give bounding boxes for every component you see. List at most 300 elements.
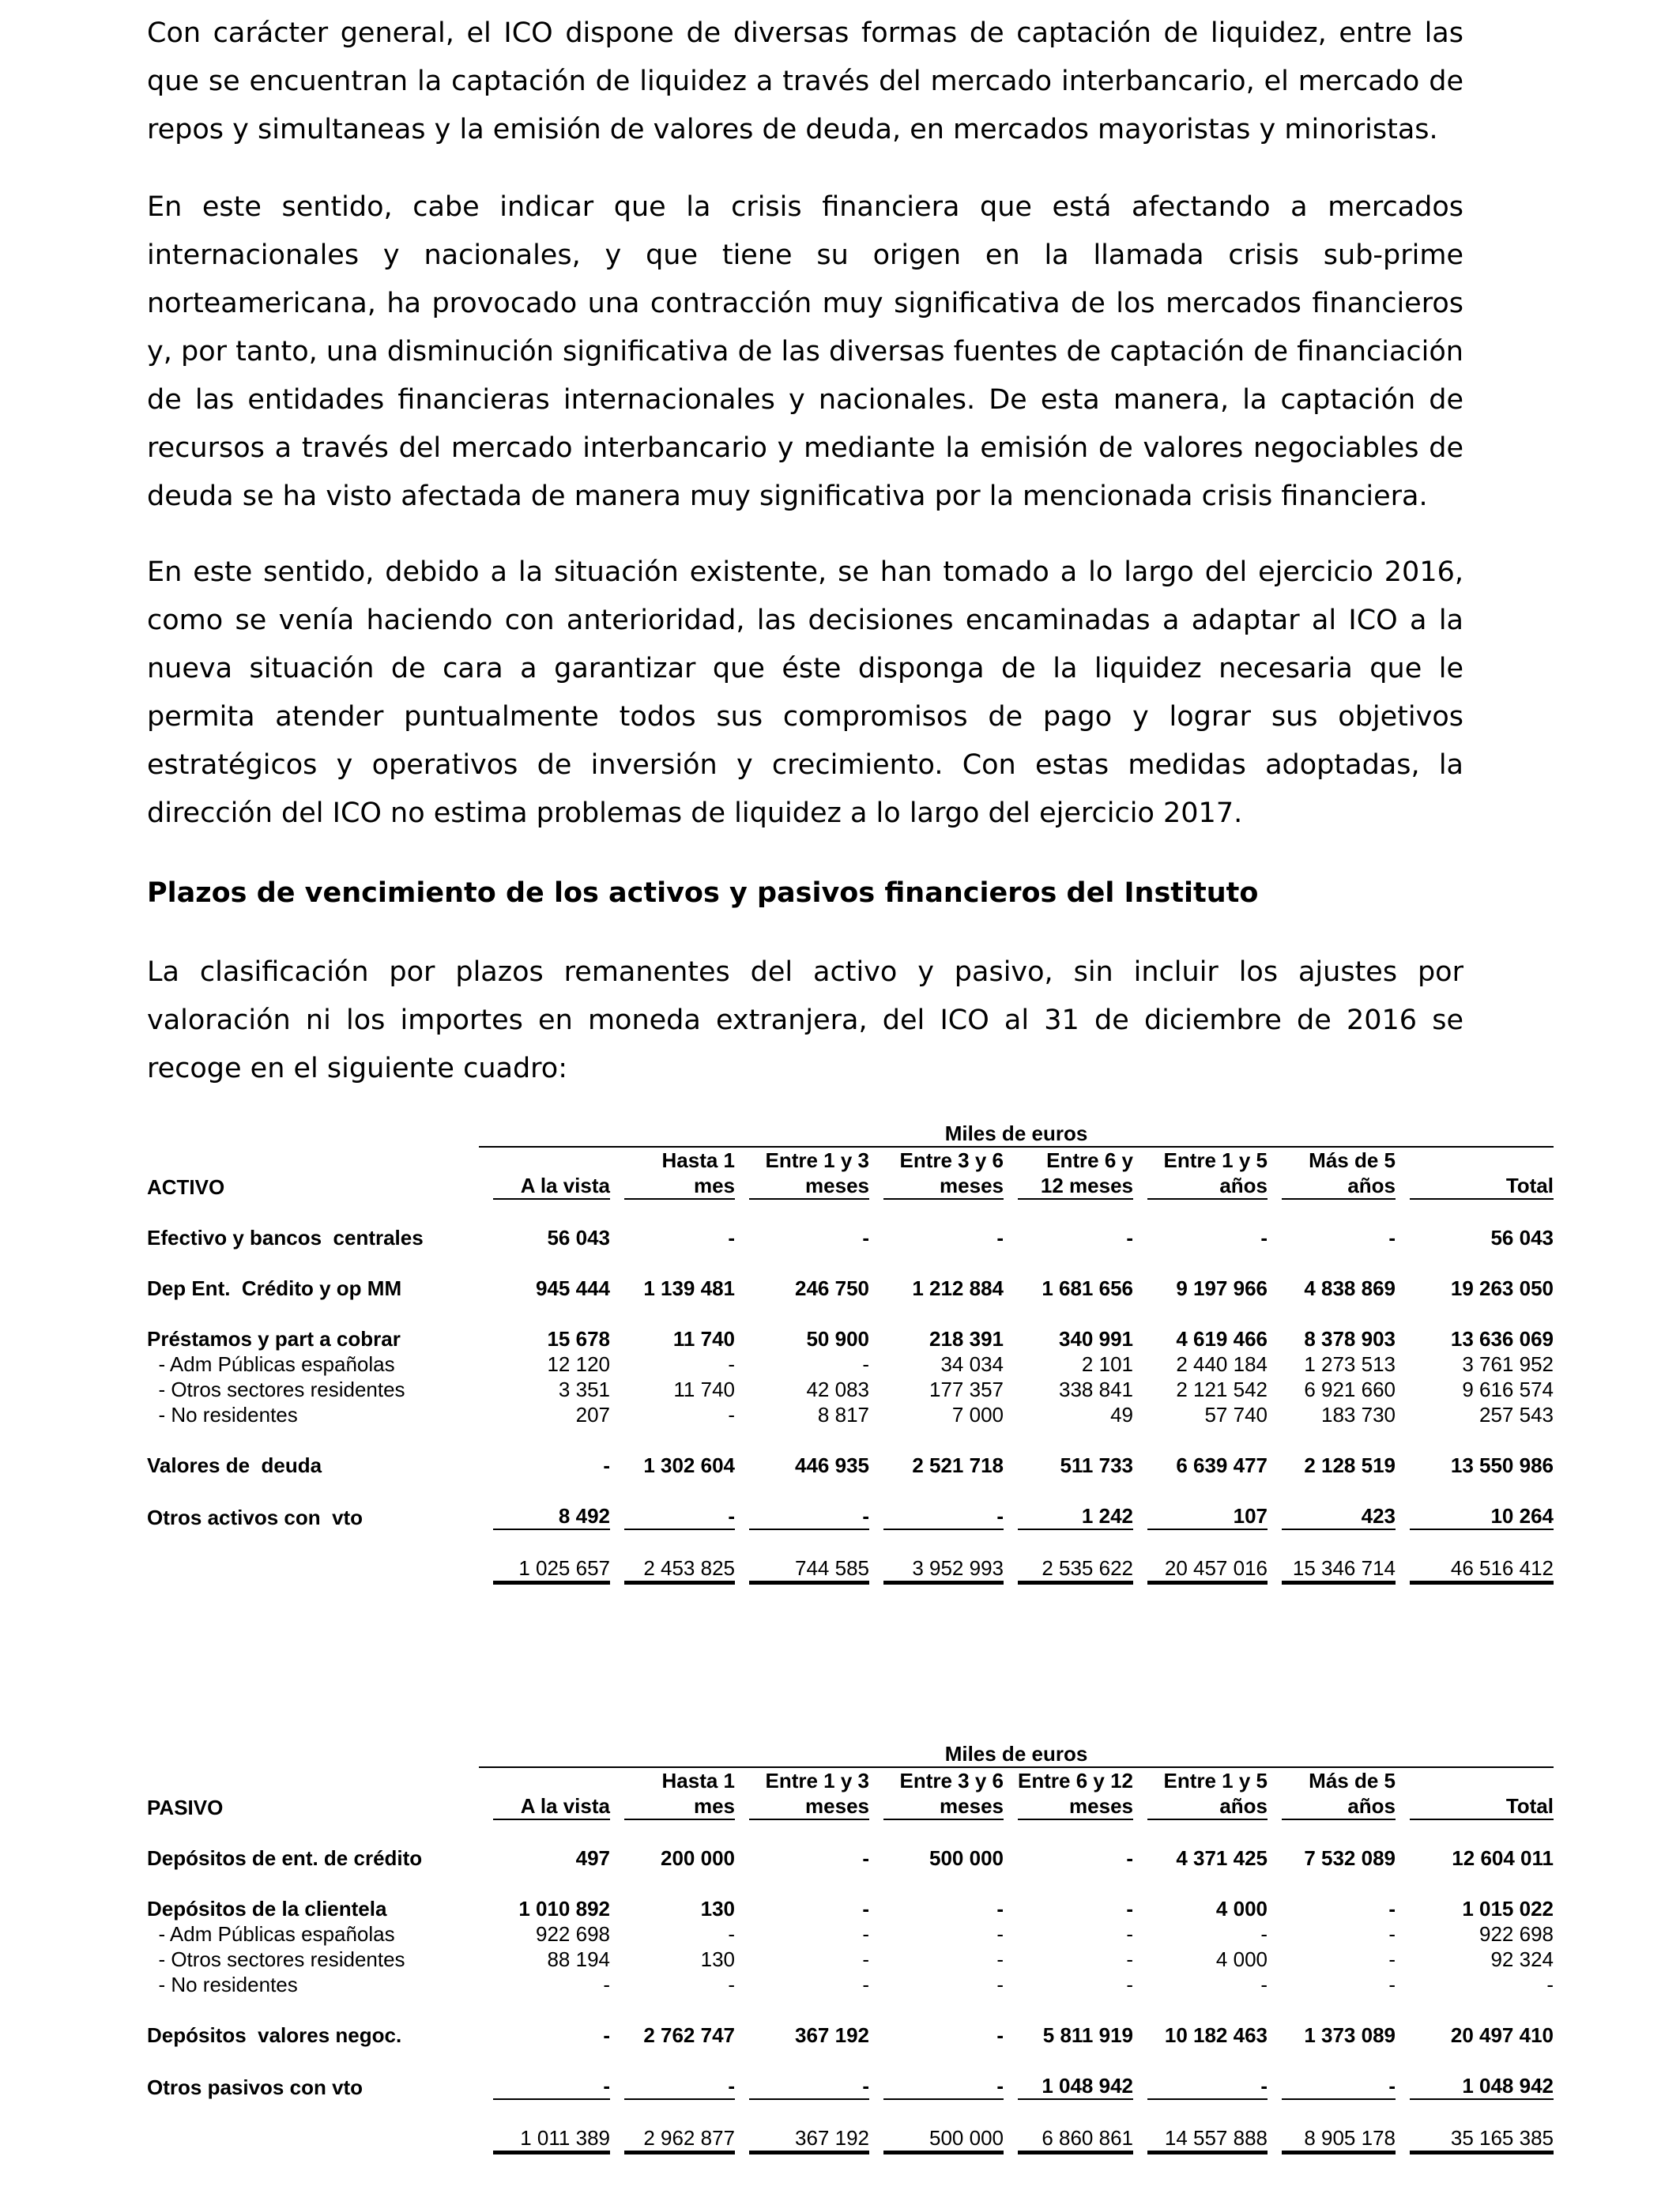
row-cell <box>479 1453 610 1478</box>
row-cell <box>610 1896 735 1921</box>
row-cell-value: - <box>862 1226 869 1250</box>
row-cell <box>1268 1276 1396 1301</box>
total-cell-value: 3 952 993 <box>883 1555 1004 1585</box>
column-header <box>869 1173 1004 1200</box>
row-cell <box>1133 1326 1268 1351</box>
header-blank <box>147 1767 479 1793</box>
row-cell-value: - <box>883 1503 1004 1530</box>
row-cell <box>1133 1845 1268 1871</box>
row-label: - Adm Públicas españolas <box>147 1922 395 1946</box>
row-cell-value: 42 083 <box>806 1378 869 1401</box>
row-cell <box>1004 1503 1133 1530</box>
row-cell <box>1396 2073 1554 2100</box>
total-cell-value: 8 905 178 <box>1282 2125 1396 2154</box>
row-cell <box>869 1921 1004 1947</box>
row-cell <box>735 1351 869 1377</box>
header-row-1 <box>147 1147 1554 1173</box>
paragraph-text: Con carácter general, el ICO dispone de diversas formas de captación de liquidez, entre las que se encuentran la captación de liquidez a través del mercado interbancario, el mercado de repos y simultaneas y la emisión de valores de deuda, en mercados mayoristas y minoristas. <box>147 17 1463 145</box>
row-cell-value: - <box>862 1846 869 1870</box>
table-row <box>147 1972 1554 1997</box>
row-cell-value: - <box>1147 2073 1268 2100</box>
row-cell-value: 4 000 <box>1215 1897 1268 1921</box>
row-cell-value: 88 194 <box>547 1947 610 1971</box>
row-cell <box>869 2022 1004 2048</box>
row-cell <box>1133 1947 1268 1972</box>
row-cell <box>1133 1225 1268 1250</box>
row-spacer <box>147 1871 1554 1896</box>
row-cell-value: - <box>1126 1897 1133 1921</box>
total-cell-value: 2 453 825 <box>624 1555 735 1585</box>
table-row <box>147 2073 1554 2100</box>
total-cell <box>479 1555 610 1585</box>
column-header-value: mes <box>624 1793 735 1820</box>
row-cell-value: 446 935 <box>795 1453 869 1477</box>
row-cell <box>735 1377 869 1402</box>
spacer-cell <box>147 2100 1554 2125</box>
row-cell-value: 1 373 089 <box>1304 2023 1396 2047</box>
row-cell <box>869 1402 1004 1427</box>
total-cell <box>735 2125 869 2154</box>
row-cell <box>1268 1921 1396 1947</box>
row-cell-value: 1 273 513 <box>1304 1352 1396 1376</box>
row-cell <box>869 1503 1004 1530</box>
column-header <box>869 1793 1004 1820</box>
row-cell-value: 6 921 660 <box>1304 1378 1396 1401</box>
row-cell-value: 56 043 <box>547 1226 610 1250</box>
row-cell <box>735 2022 869 2048</box>
column-header-top <box>1396 1147 1554 1173</box>
row-cell <box>479 1326 610 1351</box>
row-cell <box>1268 1896 1396 1921</box>
row-label: - No residentes <box>147 1403 298 1427</box>
row-cell-value: 57 740 <box>1204 1403 1268 1427</box>
row-cell <box>1133 1921 1268 1947</box>
total-row <box>147 1555 1554 1585</box>
table-row <box>147 1276 1554 1301</box>
row-cell-value: 34 034 <box>940 1352 1004 1376</box>
row-cell <box>479 1921 610 1947</box>
row-cell <box>610 1351 735 1377</box>
row-cell-value: 10 182 463 <box>1164 2023 1268 2047</box>
row-cell <box>1268 1377 1396 1402</box>
row-cell-value: - <box>728 1352 735 1376</box>
row-cell-value: 1 212 884 <box>912 1276 1004 1300</box>
row-cell <box>869 1972 1004 1997</box>
row-label: - Otros sectores residentes <box>147 1947 405 1971</box>
column-header-top <box>479 1767 610 1793</box>
row-cell <box>1268 2073 1396 2100</box>
total-cell-value: 46 516 412 <box>1410 1555 1554 1585</box>
row-cell-value: 12 120 <box>547 1352 610 1376</box>
row-cell <box>610 1402 735 1427</box>
column-header <box>1396 1173 1554 1200</box>
row-cell <box>1396 1326 1554 1351</box>
row-cell <box>735 1276 869 1301</box>
row-cell-value: 1 015 022 <box>1462 1897 1554 1921</box>
spacer-cell <box>147 1871 1554 1896</box>
table-row <box>147 2022 1554 2048</box>
row-cell <box>1396 1503 1554 1530</box>
row-cell <box>735 1947 869 1972</box>
row-cell <box>1268 1453 1396 1478</box>
row-cell-value: 9 197 966 <box>1176 1276 1268 1300</box>
row-label: Dep Ent. Crédito y op MM <box>147 1276 402 1300</box>
row-cell <box>1396 2022 1554 2048</box>
row-spacer <box>147 1200 1554 1225</box>
spacer <box>147 1741 479 1767</box>
spacer-cell <box>147 1250 1554 1276</box>
column-header-top: Entre 1 y 5 <box>1163 1769 1268 1793</box>
row-cell-value: - <box>603 2023 610 2047</box>
row-label: - No residentes <box>147 1973 298 1996</box>
row-cell <box>1268 1326 1396 1351</box>
paragraph-table-intro <box>147 948 1463 1093</box>
row-cell-value: - <box>603 1973 610 1996</box>
total-cell-value: 6 860 861 <box>1018 2125 1133 2154</box>
row-cell-value: - <box>749 1503 869 1530</box>
table-row <box>147 1896 1554 1921</box>
row-cell-value: - <box>862 1973 869 1996</box>
row-cell-value: 130 <box>700 1947 735 1971</box>
table-row <box>147 1351 1554 1377</box>
row-cell-value: 3 761 952 <box>1462 1352 1554 1376</box>
row-cell <box>1268 1972 1396 1997</box>
column-header-value: meses <box>749 1793 869 1820</box>
row-cell-value: 500 000 <box>929 1846 1004 1870</box>
row-label: Valores de deuda <box>147 1453 322 1477</box>
row-cell-value: - <box>728 1403 735 1427</box>
column-header-value: 12 meses <box>1018 1173 1133 1200</box>
row-cell-value: 15 678 <box>547 1327 610 1351</box>
row-spacer <box>147 1427 1554 1453</box>
row-cell <box>869 1377 1004 1402</box>
row-cell <box>610 1503 735 1530</box>
row-cell <box>610 2073 735 2100</box>
column-header <box>1268 1793 1396 1820</box>
row-cell-value: 130 <box>700 1897 735 1921</box>
row-spacer <box>147 2048 1554 2073</box>
column-header-top: Más de 5 <box>1309 1148 1396 1172</box>
row-cell-value: 207 <box>575 1403 610 1427</box>
row-cell-value: - <box>1388 1947 1396 1971</box>
total-cell <box>1004 1555 1133 1585</box>
total-label <box>147 2125 479 2154</box>
row-cell <box>1133 1453 1268 1478</box>
row-cell-value: - <box>728 1226 735 1250</box>
total-cell <box>735 1555 869 1585</box>
total-cell-value: 1 011 389 <box>493 2125 610 2154</box>
row-cell-value: - <box>1126 1947 1133 1971</box>
row-cell <box>1268 1402 1396 1427</box>
column-header-value: años <box>1147 1793 1268 1820</box>
row-cell-value: 246 750 <box>795 1276 869 1300</box>
row-cell-value: 497 <box>575 1846 610 1870</box>
row-cell <box>1268 1225 1396 1250</box>
row-cell-value: - <box>603 1453 610 1477</box>
total-cell <box>1396 1555 1554 1585</box>
row-cell-value: - <box>1546 1973 1554 1996</box>
row-spacer <box>147 1820 1554 1845</box>
row-cell-value: - <box>624 1503 735 1530</box>
row-cell <box>1004 1276 1133 1301</box>
row-cell-value: 2 101 <box>1081 1352 1133 1376</box>
row-cell-value: - <box>1126 1846 1133 1870</box>
row-cell <box>1268 1503 1396 1530</box>
row-cell-value: 50 900 <box>806 1327 869 1351</box>
row-cell <box>869 1453 1004 1478</box>
row-cell <box>735 1896 869 1921</box>
row-cell <box>1133 1377 1268 1402</box>
column-header-value: años <box>1282 1793 1396 1820</box>
total-cell <box>869 1555 1004 1585</box>
total-cell-value: 35 165 385 <box>1410 2125 1554 2154</box>
column-header-value: meses <box>883 1793 1004 1820</box>
row-cell-value: - <box>996 1922 1004 1946</box>
row-cell-value: 13 550 986 <box>1450 1453 1554 1477</box>
row-cell <box>479 1377 610 1402</box>
row-cell <box>610 1921 735 1947</box>
row-cell-value: 423 <box>1282 1503 1396 1530</box>
row-cell <box>1004 2022 1133 2048</box>
row-cell <box>1133 2073 1268 2100</box>
row-cell-value: - <box>1126 1922 1133 1946</box>
row-cell-value: - <box>1388 1922 1396 1946</box>
paragraph-text: En este sentido, cabe indicar que la crisis financiera que está afectando a mercados internacionales y nacionales, y que tiene su origen en la llamada crisis sub-prime norteamericana, ha provocado una contracción muy significativa de los mercados financieros y, por tanto, una disminución significativa de las diversas fuentes de captación de financiación de las entidades financieras internacionales y nacionales. De esta manera, la captación de recursos a través del mercado interbancario y mediante la emisión de valores negociables de deuda se ha visto afectada de manera muy significativa por la mencionada crisis financiera. <box>147 191 1463 512</box>
row-cell <box>1133 1503 1268 1530</box>
column-header-value: meses <box>749 1173 869 1200</box>
row-cell-value: - <box>862 1947 869 1971</box>
row-cell <box>479 2022 610 2048</box>
row-cell <box>479 1896 610 1921</box>
column-header-top: Entre 6 y <box>1046 1148 1133 1172</box>
row-cell <box>735 1503 869 1530</box>
row-cell <box>735 1326 869 1351</box>
table-title: ACTIVO <box>147 1175 225 1199</box>
row-cell-value: 5 811 919 <box>1042 2023 1133 2047</box>
column-header <box>1396 1793 1554 1820</box>
header-row-2 <box>147 1793 1554 1820</box>
row-cell <box>479 1225 610 1250</box>
row-cell <box>869 1947 1004 1972</box>
row-cell-value: 367 192 <box>795 2023 869 2047</box>
row-spacer <box>147 2100 1554 2125</box>
total-cell <box>1133 1555 1268 1585</box>
table-row <box>147 1225 1554 1250</box>
column-header <box>1133 1793 1268 1820</box>
total-cell-value: 15 346 714 <box>1282 1555 1396 1585</box>
total-cell <box>610 1555 735 1585</box>
row-cell <box>1396 1972 1554 1997</box>
total-label <box>147 1555 479 1585</box>
row-cell <box>1133 2022 1268 2048</box>
row-spacer <box>147 1478 1554 1503</box>
row-cell <box>1004 1377 1133 1402</box>
row-cell <box>735 1921 869 1947</box>
row-cell-value: 19 263 050 <box>1450 1276 1554 1300</box>
column-header <box>735 1173 869 1200</box>
row-cell-value: 945 444 <box>536 1276 610 1300</box>
table-title: PASIVO <box>147 1796 224 1819</box>
row-cell <box>735 1453 869 1478</box>
column-header-top: Entre 1 y 5 <box>1163 1148 1268 1172</box>
row-cell-value: - <box>1260 1226 1268 1250</box>
column-header-value: años <box>1147 1173 1268 1200</box>
row-cell <box>479 1947 610 1972</box>
row-cell-value: 8 492 <box>493 1503 610 1530</box>
row-cell-value: 2 121 542 <box>1176 1378 1268 1401</box>
row-cell-value: 1 139 481 <box>643 1276 735 1300</box>
row-cell <box>1133 1402 1268 1427</box>
table-row <box>147 1453 1554 1478</box>
total-cell-value: 14 557 888 <box>1147 2125 1268 2154</box>
column-header-top: Hasta 1 <box>661 1769 735 1793</box>
row-cell-value: - <box>1260 1922 1268 1946</box>
spacer-cell <box>147 1200 1554 1225</box>
header-row-2 <box>147 1173 1554 1200</box>
row-cell-value: 7 000 <box>951 1403 1004 1427</box>
pasivo-table <box>147 1741 1554 2154</box>
total-cell-value: 500 000 <box>883 2125 1004 2154</box>
row-cell <box>1396 1845 1554 1871</box>
column-header <box>1004 1173 1133 1200</box>
total-cell <box>1004 2125 1133 2154</box>
column-header-value: años <box>1282 1173 1396 1200</box>
row-cell <box>1004 1947 1133 1972</box>
row-cell-value: 13 636 069 <box>1450 1327 1554 1351</box>
total-cell <box>1268 2125 1396 2154</box>
column-header-value: meses <box>883 1173 1004 1200</box>
row-cell <box>1396 1896 1554 1921</box>
row-cell-value: 4 838 869 <box>1304 1276 1396 1300</box>
row-cell <box>610 1947 735 1972</box>
row-spacer <box>147 1250 1554 1276</box>
row-cell <box>869 2073 1004 2100</box>
table-row <box>147 1845 1554 1871</box>
total-cell-value: 2 962 877 <box>624 2125 735 2154</box>
row-label: Efectivo y bancos centrales <box>147 1226 424 1250</box>
column-header-value: A la vista <box>493 1793 610 1820</box>
row-cell <box>1396 1402 1554 1427</box>
table-row <box>147 1947 1554 1972</box>
row-cell-value: 20 497 410 <box>1450 2023 1554 2047</box>
section-heading: Plazos de vencimiento de los activos y pasivos financieros del Instituto <box>147 877 1259 909</box>
column-header-top: Entre 6 y 12 <box>1018 1769 1133 1793</box>
row-cell <box>1396 1351 1554 1377</box>
row-cell-value: - <box>862 1922 869 1946</box>
row-cell-value: 922 698 <box>536 1922 610 1946</box>
column-header <box>1004 1793 1133 1820</box>
spacer <box>147 1121 479 1147</box>
column-header <box>1133 1173 1268 1200</box>
row-cell <box>1004 1225 1133 1250</box>
column-header-top: Entre 3 y 6 <box>899 1769 1004 1793</box>
header-row-1 <box>147 1767 1554 1793</box>
row-cell <box>1396 1225 1554 1250</box>
row-cell <box>869 1326 1004 1351</box>
column-header-top: Más de 5 <box>1309 1769 1396 1793</box>
row-cell-value: 4 000 <box>1215 1947 1268 1971</box>
row-cell <box>1133 1276 1268 1301</box>
column-header-top: Entre 1 y 3 <box>765 1148 869 1172</box>
row-cell-value: 11 740 <box>673 1378 735 1401</box>
row-cell-value: 10 264 <box>1410 1503 1554 1530</box>
column-header-value: meses <box>1018 1793 1133 1820</box>
paragraph-measures <box>147 548 1463 838</box>
row-cell <box>479 1503 610 1530</box>
row-cell-value: - <box>728 1973 735 1996</box>
row-cell <box>1268 2022 1396 2048</box>
row-cell-value: 2 762 747 <box>643 2023 735 2047</box>
miles-row <box>147 1741 1554 1767</box>
row-label: Otros activos con vto <box>147 1506 363 1529</box>
row-label: Préstamos y part a cobrar <box>147 1327 401 1351</box>
row-cell-value: 1 242 <box>1018 1503 1133 1530</box>
column-header-value: mes <box>624 1173 735 1200</box>
row-cell-value: 1 048 942 <box>1410 2073 1554 2100</box>
row-cell <box>610 1972 735 1997</box>
row-cell-value: 4 619 466 <box>1176 1327 1268 1351</box>
row-cell <box>479 1351 610 1377</box>
row-cell <box>735 1972 869 1997</box>
row-cell <box>1133 1351 1268 1377</box>
total-cell <box>1133 2125 1268 2154</box>
row-cell <box>869 1225 1004 1250</box>
miles-row <box>147 1121 1554 1147</box>
row-cell-value: 200 000 <box>661 1846 735 1870</box>
row-cell <box>479 1402 610 1427</box>
column-header-top: Hasta 1 <box>661 1148 735 1172</box>
row-cell <box>1004 1326 1133 1351</box>
row-cell <box>610 1845 735 1871</box>
column-header-value: Total <box>1410 1173 1554 1200</box>
total-cell <box>610 2125 735 2154</box>
row-spacer <box>147 1301 1554 1326</box>
row-cell <box>1268 1351 1396 1377</box>
column-header <box>735 1793 869 1820</box>
column-header-value: A la vista <box>493 1173 610 1200</box>
row-cell-value: 1 048 942 <box>1018 2073 1133 2100</box>
currency-unit-label: Miles de euros <box>479 1741 1554 1767</box>
table-row <box>147 1503 1554 1530</box>
row-cell-value: 1 681 656 <box>1042 1276 1133 1300</box>
row-cell <box>1004 1351 1133 1377</box>
row-cell-value: 3 351 <box>558 1378 610 1401</box>
row-cell-value: - <box>1388 1973 1396 1996</box>
paragraph-text: En este sentido, debido a la situación existente, se han tomado a lo largo del ejercicio 2016, como se venía haciendo con anterioridad, las decisiones encaminadas a adaptar al ICO a la nueva situación de cara a garantizar que éste disponga de la liquidez necesaria que le permita atender puntualmente todos sus compromisos de pago y lograr sus objetivos estratégicos y operativos de inversión y crecimiento. Con estas medidas adoptadas, la dirección del ICO no estima problemas de liquidez a lo largo del ejercicio 2017. <box>147 556 1463 829</box>
column-header <box>479 1173 610 1200</box>
row-cell <box>610 1326 735 1351</box>
column-header <box>1268 1173 1396 1200</box>
row-cell <box>610 1276 735 1301</box>
spacer-cell <box>147 1820 1554 1845</box>
row-cell-value: 1 010 892 <box>518 1897 610 1921</box>
row-cell-value: - <box>996 1226 1004 1250</box>
table-row <box>147 1326 1554 1351</box>
row-cell-value: - <box>624 2073 735 2100</box>
row-cell-value: 2 440 184 <box>1176 1352 1268 1376</box>
row-cell-value: 340 991 <box>1059 1327 1133 1351</box>
row-cell <box>479 1972 610 1997</box>
row-cell <box>1268 1947 1396 1972</box>
row-cell <box>1004 1921 1133 1947</box>
row-cell-value: - <box>996 1973 1004 1996</box>
column-header <box>610 1793 735 1820</box>
spacer-cell <box>147 1427 1554 1453</box>
row-cell-value: 257 543 <box>1479 1403 1554 1427</box>
row-cell-value: 218 391 <box>929 1327 1004 1351</box>
row-cell-value: 8 817 <box>817 1403 869 1427</box>
row-cell-value: 922 698 <box>1479 1922 1554 1946</box>
